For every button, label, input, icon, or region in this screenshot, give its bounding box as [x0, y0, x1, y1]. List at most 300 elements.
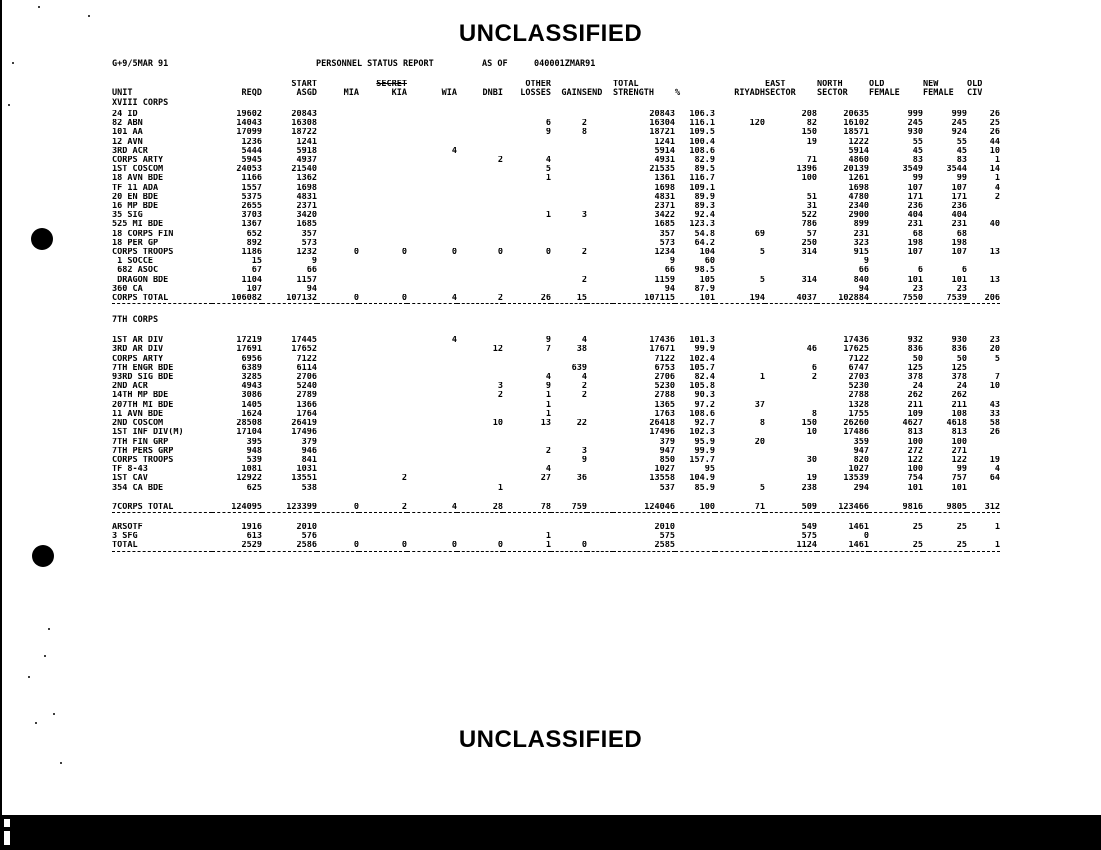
cell-end: [587, 523, 613, 532]
cell-old-female: 3549: [902, 165, 923, 175]
cell-other-losses: [503, 220, 551, 229]
table-row: [112, 174, 1000, 183]
cell-kia: [359, 401, 407, 410]
cell-kia: [359, 138, 407, 147]
cell-gains: 0: [581, 541, 587, 551]
cell-north-sector: 20635: [843, 110, 869, 119]
scan-edge-mark: [4, 819, 10, 845]
cell-gains: [551, 438, 587, 447]
cell-north-sector: 1261: [848, 174, 869, 184]
cell-other-losses: 1: [545, 409, 551, 419]
cell-north-sector: 26260: [843, 419, 869, 429]
cell-old-civ: [967, 239, 1000, 248]
cell-east-sector: 30: [806, 455, 817, 465]
cell-old-civ: 1: [994, 156, 1000, 166]
cell-east-sector: [765, 391, 817, 400]
cell-mia: [317, 257, 359, 266]
cell-start-asgd: 2789: [296, 391, 317, 401]
cell-north-sector: 5914: [848, 146, 869, 156]
column-header-end: [587, 80, 613, 98]
cell-new-female: 813: [951, 428, 967, 438]
cell-other-losses: 5: [545, 165, 551, 175]
cell-east-sector: 19: [806, 137, 817, 147]
column-header-kia: [359, 80, 407, 98]
cell-new-female: 107: [951, 183, 967, 193]
cell-unit: 7TH FIN GRP: [112, 437, 169, 447]
cell-other-losses: 2: [545, 446, 551, 456]
cell-percent: 90.3: [694, 391, 715, 401]
cell-old-female: 100: [907, 465, 923, 475]
cell-percent: 102.4: [689, 354, 715, 364]
cell-start-asgd: 20843: [291, 110, 317, 119]
cell-start-asgd: 16308: [291, 119, 317, 129]
cell-total-strength: 20843: [649, 110, 675, 119]
cell-percent: 109.1: [689, 183, 715, 193]
cell-percent: 89.5: [694, 165, 715, 175]
cell-total-strength: 2010: [654, 522, 675, 532]
cell-old-female: 101: [907, 483, 923, 493]
cell-wia: [407, 239, 457, 248]
cell-dnbi: [457, 110, 503, 119]
column-header-percent: [675, 80, 715, 98]
cell-unit: 1ST COSCOM: [112, 165, 164, 175]
cell-other-losses: 26: [540, 294, 551, 304]
cell-other-losses: 1: [545, 211, 551, 221]
cell-new-female: 45: [956, 146, 967, 156]
column-header-total-strength: [613, 80, 675, 98]
cell-north-sector: 1027: [848, 465, 869, 475]
cell-start-asgd: 1241: [296, 137, 317, 147]
column-header-line: SECTOR: [765, 88, 796, 98]
cell-wia: 0: [451, 248, 457, 258]
personnel-status-table: [112, 80, 1000, 562]
cell-new-female: 757: [951, 474, 967, 484]
cell-dnbi: [457, 364, 503, 373]
cell-riyadh: [715, 138, 765, 147]
cell-dnbi: [457, 147, 503, 156]
cell-wia: [407, 276, 457, 285]
cell-riyadh: [715, 355, 765, 364]
cell-kia: [359, 165, 407, 174]
table-row: [112, 294, 1000, 304]
cell-gains: 3: [581, 446, 587, 456]
cell-reqd: 1916: [241, 522, 262, 532]
cell-total-strength: 66: [664, 266, 675, 276]
cell-start-asgd: 17496: [291, 428, 317, 438]
cell-unit: 20 EN BDE: [112, 192, 159, 202]
table-row: [112, 193, 1000, 202]
section-title: XVIII CORPS: [112, 98, 169, 109]
table-row: [112, 465, 1000, 474]
cell-percent: 157.7: [689, 455, 715, 465]
cell-north-sector: 2703: [848, 373, 869, 383]
cell-north-sector: 1328: [848, 400, 869, 410]
cell-riyadh: [715, 174, 765, 183]
cell-start-asgd: 1157: [296, 275, 317, 285]
cell-end: [587, 147, 613, 156]
table-row: [112, 239, 1000, 248]
cell-wia: [407, 410, 457, 419]
cell-total-strength: 2706: [654, 373, 675, 383]
cell-north-sector: 17486: [843, 428, 869, 438]
cell-start-asgd: 4831: [296, 192, 317, 202]
cell-old-civ: [967, 391, 1000, 400]
cell-reqd: 948: [246, 446, 262, 456]
cell-mia: [317, 447, 359, 456]
cell-new-female: 107: [951, 248, 967, 258]
cell-riyadh: [715, 285, 765, 294]
cell-old-civ: 10: [989, 382, 1000, 392]
cell-dnbi: [457, 285, 503, 294]
cell-mia: [317, 419, 359, 428]
cell-riyadh: [715, 523, 765, 532]
cell-start-asgd: 576: [301, 532, 317, 542]
cell-old-civ: 26: [989, 128, 1000, 138]
cell-start-asgd: 1031: [296, 465, 317, 475]
cell-old-civ: [967, 211, 1000, 220]
cell-new-female: 171: [951, 192, 967, 202]
cell-kia: [359, 193, 407, 202]
cell-old-civ: 26: [989, 110, 1000, 119]
cell-kia: 0: [401, 248, 407, 258]
cell-wia: [407, 391, 457, 400]
cell-east-sector: 314: [801, 248, 817, 258]
cell-gains: [551, 484, 587, 493]
cell-start-asgd: 379: [301, 437, 317, 447]
cell-unit: 360 CA: [112, 284, 143, 294]
column-header-dnbi: [457, 80, 503, 98]
cell-unit: CORPS TOTAL: [112, 294, 169, 304]
cell-old-female: 9816: [902, 502, 923, 512]
cell-total-strength: 4831: [654, 192, 675, 202]
cell-percent: 105.7: [689, 363, 715, 373]
cell-reqd: 3703: [241, 211, 262, 221]
cell-east-sector: [765, 401, 817, 410]
cell-riyadh: 71: [754, 502, 765, 512]
cell-mia: [317, 184, 359, 193]
cell-new-female: [923, 257, 967, 266]
cell-mia: [317, 410, 359, 419]
table-row: [112, 447, 1000, 456]
cell-gains: 38: [576, 345, 587, 355]
cell-north-sector: 20139: [843, 165, 869, 175]
cell-new-female: 101: [951, 483, 967, 493]
column-header-line: REQD: [241, 88, 262, 98]
cell-reqd: 395: [246, 437, 262, 447]
cell-riyadh: 20: [754, 437, 765, 447]
cell-end: [587, 456, 613, 465]
cell-reqd: 5375: [241, 192, 262, 202]
cell-gains: 36: [576, 474, 587, 484]
cell-old-female: 45: [912, 146, 923, 156]
table-row: [112, 248, 1000, 257]
cell-riyadh: [715, 110, 765, 119]
cell-kia: [359, 257, 407, 266]
scan-left-edge: [0, 0, 2, 850]
cell-unit: TOTAL: [112, 541, 138, 551]
cell-dnbi: [457, 276, 503, 285]
cell-dnbi: [457, 239, 503, 248]
cell-kia: [359, 110, 407, 119]
cell-riyadh: [715, 474, 765, 483]
cell-east-sector: 549: [801, 522, 817, 532]
cell-old-female: 404: [907, 211, 923, 221]
cell-gains: [551, 428, 587, 437]
cell-other-losses: [503, 428, 551, 437]
cell-old-female: 68: [912, 229, 923, 239]
cell-unit: 12 AVN: [112, 137, 143, 147]
table-row: [112, 474, 1000, 483]
cell-total-strength: 2585: [654, 541, 675, 551]
cell-north-sector: 1461: [848, 522, 869, 532]
cell-wia: [407, 230, 457, 239]
cell-end: [587, 257, 613, 266]
cell-riyadh: 5: [759, 248, 765, 258]
cell-percent: 102.3: [689, 428, 715, 438]
cell-dnbi: [457, 138, 503, 147]
cell-total-strength: 17496: [649, 428, 675, 438]
cell-reqd: 613: [246, 532, 262, 542]
cell-kia: [359, 174, 407, 183]
cell-old-female: 836: [907, 345, 923, 355]
cell-start-asgd: 2371: [296, 202, 317, 212]
cell-new-female: 100: [951, 437, 967, 447]
cell-wia: [407, 184, 457, 193]
cell-kia: [359, 119, 407, 128]
cell-north-sector: 6747: [848, 363, 869, 373]
table-row: [112, 276, 1000, 285]
cell-other-losses: [503, 438, 551, 447]
cell-reqd: 6956: [241, 354, 262, 364]
cell-wia: [407, 174, 457, 183]
cell-unit: 35 SIG: [112, 211, 143, 221]
table-row: [112, 156, 1000, 165]
cell-east-sector: 1124: [796, 541, 817, 551]
cell-dnbi: [457, 193, 503, 202]
cell-old-civ: 1: [994, 541, 1000, 551]
cell-east-sector: 51: [806, 192, 817, 202]
cell-start-asgd: 2706: [296, 373, 317, 383]
cell-start-asgd: 5918: [296, 146, 317, 156]
cell-mia: [317, 401, 359, 410]
cell-old-civ: 64: [989, 474, 1000, 484]
table-row: [112, 523, 1000, 532]
cell-riyadh: [715, 220, 765, 229]
cell-end: [587, 474, 613, 483]
cell-north-sector: 0: [863, 532, 869, 542]
cell-reqd: 17219: [236, 336, 262, 346]
cell-north-sector: 359: [853, 437, 869, 447]
cell-start-asgd: 1698: [296, 183, 317, 193]
cell-riyadh: [715, 382, 765, 391]
cell-riyadh: [715, 541, 765, 551]
cell-reqd: 5945: [241, 156, 262, 166]
cell-old-female: 109: [907, 409, 923, 419]
report-date-ref: G+9/5MAR 91: [112, 59, 169, 69]
cell-total-strength: 850: [659, 455, 675, 465]
cell-north-sector: 18571: [843, 128, 869, 138]
cell-north-sector: 66: [858, 266, 869, 276]
cell-other-losses: 9: [545, 382, 551, 392]
cell-dnbi: [457, 165, 503, 174]
cell-old-female: 25: [912, 541, 923, 551]
table-row: [112, 165, 1000, 174]
cell-kia: [359, 364, 407, 373]
cell-kia: [359, 382, 407, 391]
column-header-north-sector: [817, 80, 869, 98]
cell-old-female: 55: [912, 137, 923, 147]
punch-hole-top: [31, 228, 53, 250]
cell-north-sector: 2340: [848, 202, 869, 212]
cell-riyadh: 5: [759, 483, 765, 493]
cell-gains: [551, 138, 587, 147]
cell-wia: 4: [451, 336, 457, 346]
cell-wia: [407, 193, 457, 202]
cell-reqd: 24053: [236, 165, 262, 175]
cell-other-losses: [503, 276, 551, 285]
cell-north-sector: 16102: [843, 119, 869, 129]
cell-old-civ: 14: [989, 165, 1000, 175]
cell-east-sector: 2: [811, 373, 817, 383]
column-header-line: %: [675, 88, 681, 98]
cell-end: [587, 138, 613, 147]
cell-old-female: 4627: [902, 419, 923, 429]
cell-unit: CORPS TROOPS: [112, 455, 174, 465]
cell-north-sector: 4780: [848, 192, 869, 202]
cell-gains: 2: [581, 248, 587, 258]
cell-end: [587, 128, 613, 137]
scan-speck: [60, 762, 62, 764]
cell-reqd: 2655: [241, 202, 262, 212]
cell-end: [587, 364, 613, 373]
cell-unit: TF 8-43: [112, 465, 148, 475]
table-row: [112, 110, 1000, 119]
cell-north-sector: 1698: [848, 183, 869, 193]
cell-unit: 24 ID: [112, 110, 138, 119]
cell-new-female: 271: [951, 446, 967, 456]
table-row: [112, 285, 1000, 294]
cell-wia: [407, 447, 457, 456]
cell-unit: 1 SOCCE: [112, 257, 153, 267]
as-of-label: AS OF: [482, 59, 508, 69]
cell-mia: [317, 391, 359, 400]
cell-reqd: 17104: [236, 428, 262, 438]
cell-dnbi: [457, 220, 503, 229]
table-row: [112, 391, 1000, 400]
cell-gains: 3: [581, 211, 587, 221]
cell-gains: [551, 257, 587, 266]
cell-unit: 18 AVN BDE: [112, 174, 164, 184]
cell-old-female: 24: [912, 382, 923, 392]
cell-total-strength: 1159: [654, 275, 675, 285]
column-header-gains: [551, 80, 587, 98]
cell-mia: [317, 382, 359, 391]
cell-kia: [359, 456, 407, 465]
cell-wia: [407, 165, 457, 174]
table-row: [112, 503, 1000, 513]
cell-reqd: 28508: [236, 419, 262, 429]
scan-speck: [38, 6, 40, 8]
column-header-line: STRENGTH: [613, 88, 654, 98]
table-row: [112, 541, 1000, 551]
cell-new-female: 99: [956, 465, 967, 475]
cell-end: [587, 391, 613, 400]
cell-unit: 207TH MI BDE: [112, 400, 174, 410]
cell-unit: 2ND ACR: [112, 382, 148, 392]
cell-total-strength: 17671: [649, 345, 675, 355]
column-header-line: MIA: [343, 88, 359, 98]
cell-start-asgd: 573: [301, 238, 317, 248]
cell-dnbi: [457, 230, 503, 239]
cell-other-losses: 1: [545, 541, 551, 551]
cell-new-female: 404: [951, 211, 967, 221]
cell-old-civ: 44: [989, 137, 1000, 147]
cell-gains: 8: [581, 128, 587, 138]
cell-mia: 0: [353, 541, 359, 551]
table-header-row: [112, 80, 1000, 98]
cell-kia: [359, 220, 407, 229]
cell-start-asgd: 1232: [296, 248, 317, 258]
cell-wia: [407, 110, 457, 119]
cell-old-female: 272: [907, 446, 923, 456]
cell-total-strength: 573: [659, 238, 675, 248]
cell-end: [587, 276, 613, 285]
table-row: [112, 230, 1000, 239]
cell-end: [587, 355, 613, 364]
cell-other-losses: 1: [545, 391, 551, 401]
cell-wia: [407, 355, 457, 364]
cell-north-sector: 13539: [843, 474, 869, 484]
cell-total-strength: 26418: [649, 419, 675, 429]
cell-kia: [359, 373, 407, 382]
cell-end: [587, 294, 613, 304]
cell-east-sector: [765, 355, 817, 364]
cell-old-civ: 5: [994, 354, 1000, 364]
column-header-line: NEW: [923, 80, 939, 89]
cell-dnbi: 0: [497, 541, 503, 551]
cell-end: [587, 220, 613, 229]
cell-percent: 105.8: [689, 382, 715, 392]
cell-kia: [359, 128, 407, 137]
cell-dnbi: 10: [492, 419, 503, 429]
cell-start-asgd: 94: [306, 284, 317, 294]
cell-end: [587, 447, 613, 456]
scan-speck: [53, 713, 55, 715]
cell-start-asgd: 9: [311, 257, 317, 267]
cell-total-strength: 1027: [654, 465, 675, 475]
cell-riyadh: 37: [754, 400, 765, 410]
cell-riyadh: [715, 364, 765, 373]
cell-riyadh: [715, 266, 765, 275]
cell-gains: [551, 285, 587, 294]
cell-north-sector: 1222: [848, 137, 869, 147]
cell-kia: [359, 447, 407, 456]
column-header-line: NORTH: [817, 80, 843, 89]
table-row: [112, 257, 1000, 266]
cell-old-civ: 1: [994, 522, 1000, 532]
cell-kia: 2: [401, 502, 407, 512]
cell-dnbi: [457, 336, 503, 345]
cell-east-sector: 71: [806, 156, 817, 166]
cell-start-asgd: 123399: [286, 502, 317, 512]
cell-north-sector: 915: [853, 248, 869, 258]
cell-old-female: 107: [907, 183, 923, 193]
cell-north-sector: 123466: [838, 502, 869, 512]
cell-dnbi: [457, 474, 503, 483]
cell-old-civ: [967, 364, 1000, 373]
cell-riyadh: 5: [759, 275, 765, 285]
cell-old-female: 999: [907, 110, 923, 119]
